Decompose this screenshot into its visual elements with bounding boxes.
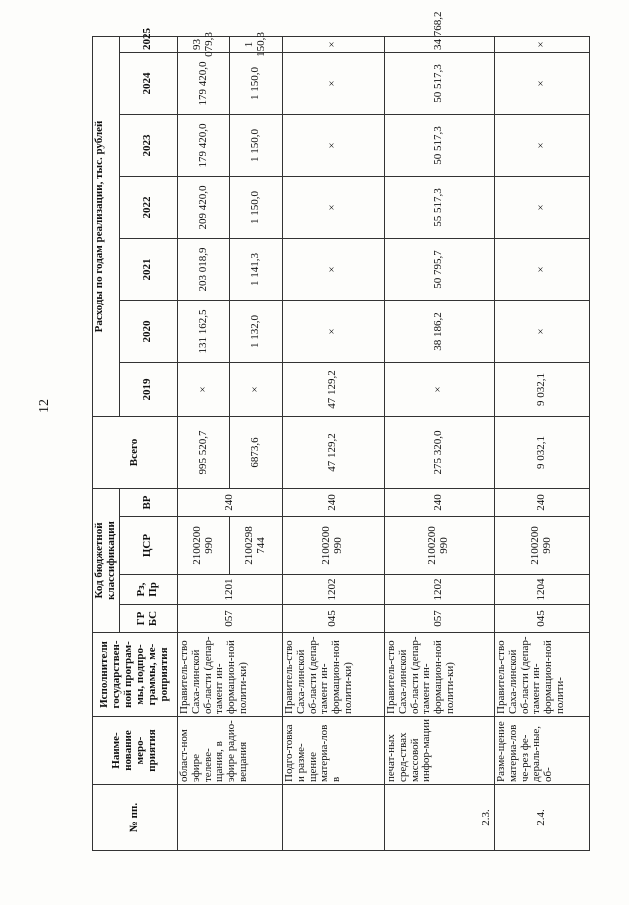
- row-val-2021: 50 795,7: [384, 239, 494, 301]
- budget-table: [92, 11, 590, 851]
- row-name: Разме-щение материа-лов че-рез фе-дераль-ные, об-: [494, 717, 589, 785]
- row-val-2021: ×: [282, 239, 384, 301]
- row-val-2022: ×: [282, 177, 384, 239]
- header-csr: ЦСР: [119, 517, 177, 575]
- row-vr: 240: [177, 489, 282, 517]
- table-row: [282, 36, 384, 850]
- table-row: [384, 36, 494, 850]
- row-total: 47 129,2: [282, 417, 384, 489]
- row-val-2019: 47 129,2: [282, 363, 384, 417]
- row-name: област-ном эфире телеве-щания, в эфире радио-вещания: [177, 717, 282, 785]
- row-val-2019: [177, 363, 282, 417]
- cell: 1 150,0: [229, 115, 282, 176]
- row-val-2024: 50 517,3: [384, 53, 494, 115]
- row-rzpr: 1201: [177, 575, 282, 605]
- row-vr: 240: [282, 489, 384, 517]
- row-grbs: 045: [494, 605, 589, 633]
- row-total: 9 032,1: [494, 417, 589, 489]
- row-val-2022: [177, 177, 282, 239]
- header-year-2020: 2020: [119, 301, 177, 363]
- cell: 179 420,0: [196, 61, 209, 106]
- row-rzpr: 1202: [282, 575, 384, 605]
- header-year-2022: 2022: [119, 177, 177, 239]
- row-val-2022: ×: [494, 177, 589, 239]
- row-executor: Правитель-ство Саха-линской об-ласти (депар-тамент ин-формацион-ной полити-ки): [282, 633, 384, 717]
- row-val-2020: ×: [282, 301, 384, 363]
- cell: ×: [229, 363, 282, 416]
- row-val-2023: ×: [282, 115, 384, 177]
- row-csr: 2100200 990: [494, 517, 589, 575]
- row-val-2019: ×: [384, 363, 494, 417]
- row-val-2020: ×: [494, 301, 589, 363]
- row-val-2025: 34 768,2: [384, 36, 494, 52]
- row-val-2024: ×: [494, 53, 589, 115]
- header-year-2023: 2023: [119, 115, 177, 177]
- row-val-2024: ×: [282, 53, 384, 115]
- row-val-2022: 55 517,3: [384, 177, 494, 239]
- row-val-2020: [177, 301, 282, 363]
- cell: 1 150,0: [229, 177, 282, 238]
- header-budget-classification: Код бюджетной классификации: [93, 489, 120, 633]
- row-val-2023: ×: [494, 115, 589, 177]
- row-csr-a: 2100200 990: [190, 526, 215, 565]
- row-total-a: 995 520,7: [196, 430, 209, 475]
- header-year-2025: 2025: [119, 36, 177, 52]
- row-grbs: 057: [384, 605, 494, 633]
- row-num: [177, 785, 282, 851]
- header-expenses: Расходы по годам реализации, тыс. рублей: [93, 36, 120, 416]
- row-executor: Правитель-ство Саха-линской об-ласти (депар-тамент ин-формацион-ной полити-: [494, 633, 589, 717]
- header-num: № пп.: [93, 785, 178, 851]
- row-val-2025: ×: [494, 36, 589, 52]
- header-rzpr: Рз, Пр: [119, 575, 177, 605]
- cell: 1 150,0: [229, 53, 282, 114]
- row-executor: Правитель-ство Саха-линской об-ласти (депар-тамент ин-формацион-ной полити-ки): [177, 633, 282, 717]
- row-grbs: 057: [177, 605, 282, 633]
- row-rzpr: 1202: [384, 575, 494, 605]
- cell: 1 141,3: [229, 239, 282, 300]
- row-val-2019: 9 032,1: [494, 363, 589, 417]
- row-val-2023: [177, 115, 282, 177]
- header-year-2021: 2021: [119, 239, 177, 301]
- header-total: Всего: [93, 417, 178, 489]
- row-total-b: 6873,6: [229, 417, 282, 488]
- cell: 1 132,0: [229, 301, 282, 362]
- row-val-2020: 38 186,2: [384, 301, 494, 363]
- cell: 131 162,5: [196, 309, 209, 354]
- row-name: Подго-товка и разме-щение материа-лов в: [282, 717, 384, 785]
- row-grbs: 045: [282, 605, 384, 633]
- row-val-2025: ×: [282, 36, 384, 52]
- row-vr: 240: [494, 489, 589, 517]
- row-total: [177, 417, 282, 489]
- header-executor: Исполнители государствен-ной програм-мы, подпро-граммы, ме-роприятия: [93, 633, 178, 717]
- cell: 209 420,0: [196, 185, 209, 230]
- row-num: 2.3.: [384, 785, 494, 851]
- header-year-2019: 2019: [119, 363, 177, 417]
- row-val-2025: [177, 32, 282, 57]
- cell: 203 018,9: [196, 247, 209, 292]
- row-num: 2.4.: [494, 785, 589, 851]
- row-val-2021: ×: [494, 239, 589, 301]
- cell: 179 420,0: [196, 123, 209, 168]
- cell: ×: [196, 386, 209, 393]
- row-csr-b: 2100298 744: [229, 517, 282, 574]
- row-csr: [177, 517, 282, 575]
- table-row: [494, 36, 589, 850]
- rotated-table-container: [92, 11, 582, 851]
- row-executor: Правитель-ство Саха-линской об-ласти (депар-тамент ин-формацион-ной полити-ки): [384, 633, 494, 717]
- row-val-2021: [177, 239, 282, 301]
- page-number: 12: [37, 399, 52, 413]
- row-csr: 2100200 990: [282, 517, 384, 575]
- row-val-2024: [177, 53, 282, 115]
- cell: 93 079,3: [190, 32, 215, 57]
- row-val-2023: 50 517,3: [384, 115, 494, 177]
- header-vr: ВР: [119, 489, 177, 517]
- row-name: печат-ных сред-ствах массовой инфор-мации: [384, 717, 494, 785]
- table-row: [177, 36, 282, 850]
- row-total: 275 320,0: [384, 417, 494, 489]
- row-csr: 2100200 990: [384, 517, 494, 575]
- row-num: [282, 785, 384, 851]
- header-year-2024: 2024: [119, 53, 177, 115]
- row-rzpr: 1204: [494, 575, 589, 605]
- row-vr: 240: [384, 489, 494, 517]
- cell: 1 150,3: [229, 37, 282, 52]
- header-name: Наиме-нование меро-приятия: [93, 717, 178, 785]
- header-grbs: ГР БС: [119, 605, 177, 633]
